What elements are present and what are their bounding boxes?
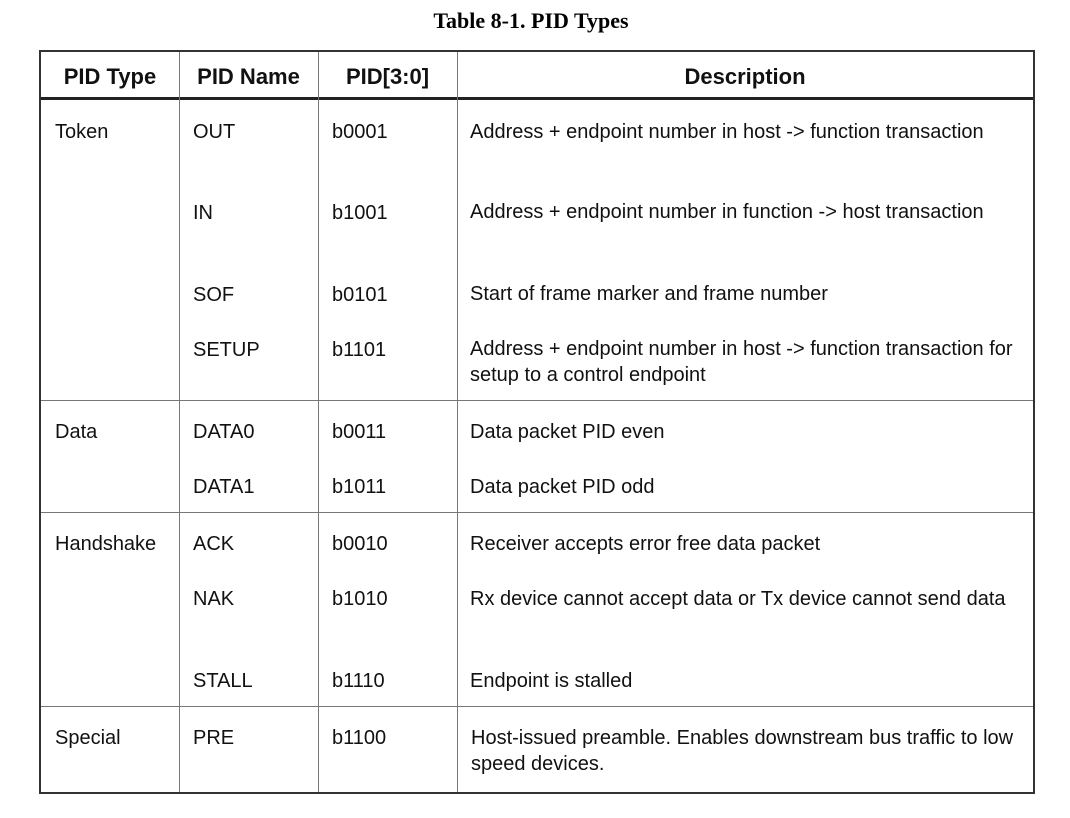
pid-name-cell: STALL (193, 670, 253, 692)
pid-name-cell: IN (193, 202, 213, 224)
pid-bits-cell: b0011 (332, 421, 387, 443)
description-cell: Rx device cannot accept data or Tx device cannot send data (470, 588, 1006, 610)
description-cell: Address + endpoint number in function -> host transaction (470, 201, 984, 223)
pid-bits-cell: b1110 (332, 670, 385, 692)
header-description: Description (684, 64, 806, 89)
description-cell: Host-issued preamble. Enables downstream bus traffic to low speed devices. (471, 727, 1014, 775)
description-cell: Address + endpoint number in host -> function transaction (470, 121, 984, 143)
pid-bits-cell: b0010 (332, 533, 388, 555)
description-cell: Data packet PID even (470, 421, 665, 443)
description-cell: Start of frame marker and frame number (470, 283, 828, 305)
pid-types-table (39, 50, 1035, 794)
group-divider (41, 512, 1033, 513)
header-pid-name: PID Name (197, 64, 300, 89)
group-type-data: Data (55, 421, 98, 443)
column-divider (179, 52, 180, 792)
description-cell: Data packet PID odd (470, 476, 655, 498)
column-divider (457, 52, 458, 792)
pid-name-cell: OUT (193, 121, 236, 143)
header-pid-bits: PID[3:0] (345, 64, 430, 89)
table-header (41, 52, 1033, 100)
pid-bits-cell: b1011 (332, 476, 387, 498)
pid-bits-cell: b1100 (332, 727, 387, 749)
column-divider (318, 52, 319, 792)
pid-bits-cell: b0001 (332, 121, 388, 143)
pid-name-cell: DATA1 (193, 476, 255, 498)
pid-bits-cell: b1101 (332, 339, 387, 361)
header-pid-type: PID Type (63, 64, 157, 89)
pid-name-cell: DATA0 (193, 421, 255, 443)
pid-name-cell: NAK (193, 588, 235, 610)
group-type-special: Special (55, 727, 121, 749)
group-type-handshake: Handshake (55, 533, 157, 555)
pid-name-cell: ACK (193, 533, 235, 555)
group-type-token: Token (55, 121, 109, 143)
description-cell: Endpoint is stalled (470, 670, 633, 692)
pid-name-cell: SOF (193, 284, 235, 306)
description-cell: Address + endpoint number in host -> function transaction for setup to a control endpoint (470, 338, 1013, 386)
pid-bits-cell: b1001 (332, 202, 388, 224)
description-cell: Receiver accepts error free data packet (470, 533, 821, 555)
pid-bits-cell: b1010 (332, 588, 388, 610)
pid-name-cell: PRE (193, 727, 235, 749)
group-divider (41, 400, 1033, 401)
pid-bits-cell: b0101 (332, 284, 388, 306)
group-divider (41, 706, 1033, 707)
table-caption: Table 8-1. PID Types (433, 8, 629, 33)
pid-name-cell: SETUP (193, 339, 260, 361)
